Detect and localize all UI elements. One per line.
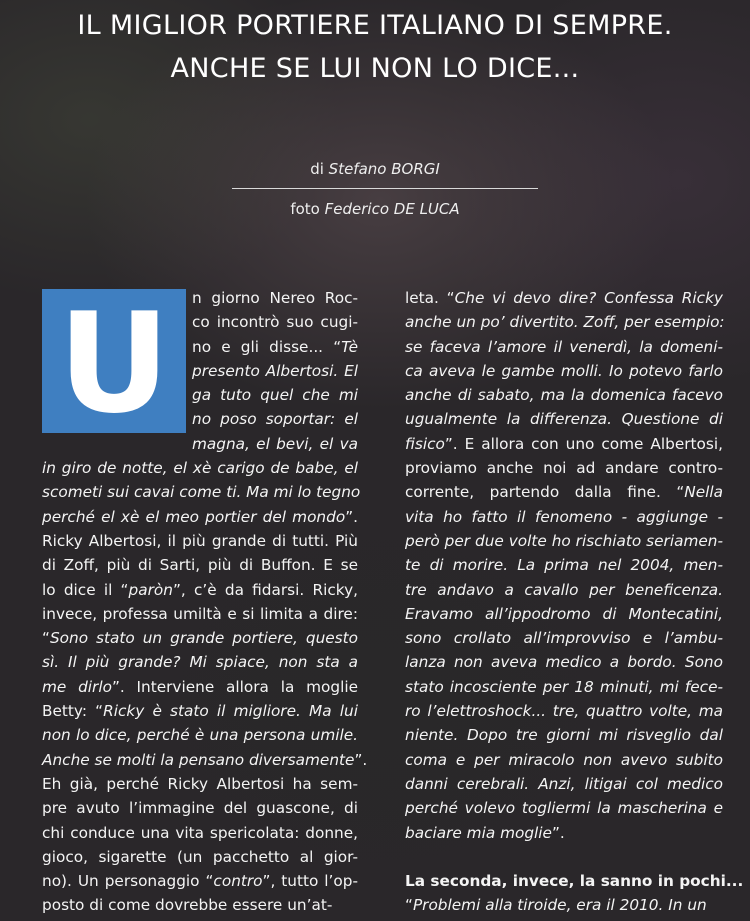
text-segment: “: [405, 896, 413, 915]
text-segment: ”. E allora con uno come Albertosi,: [444, 434, 723, 453]
text-segment: ca aveva le gambe molli. Io potevo farlo: [405, 361, 723, 380]
article-line: [405, 432, 723, 456]
text-segment: di Zoff, più di Sarti, più di Buffon. E se: [42, 556, 358, 575]
text-segment: anche un po’ divertito. Zoff, per esempio:: [405, 313, 725, 332]
article-line: [42, 796, 358, 820]
text-segment: proviamo anche noi ad andare contro-: [405, 459, 723, 478]
text-segment: no e gli disse... “: [192, 337, 342, 356]
text-segment: no). Un personaggio “: [42, 872, 214, 891]
article-line: [405, 650, 723, 674]
author-byline: [0, 160, 750, 178]
text-segment: gioco, sigarette (un pacchetto al gior-: [42, 847, 358, 866]
article-line: [42, 650, 358, 674]
text-segment: ”, c’è da fidarsi. Ricky,: [172, 580, 358, 599]
text-segment: lanza non aveva medico a bordo. Sono: [405, 653, 723, 672]
article-line: [42, 480, 361, 504]
article-line: [42, 310, 358, 334]
article-line: [405, 893, 723, 917]
article-line: [42, 723, 358, 747]
text-segment: niente. Dopo tre giorni mi risveglio dal: [405, 726, 723, 745]
article-line: [405, 310, 723, 334]
article-line: [42, 772, 358, 796]
article-line: [42, 869, 358, 893]
text-segment: chi conduce una vita spericolata: donne,: [42, 823, 358, 842]
article-line: [42, 675, 358, 699]
author-name: Stefano BORGI: [328, 160, 440, 178]
article-line: [42, 602, 358, 626]
text-segment: Eravamo all’ippodromo di Montecatini,: [405, 604, 723, 623]
text-segment: sono crollato all’improvviso e l’ambu-: [405, 629, 723, 648]
article-line: [42, 699, 358, 723]
text-segment: Ricky Albertosi, il più grande di tutti. Più: [42, 531, 358, 550]
drop-cap-letter: U: [57, 283, 171, 444]
text-segment: ga tuto quel che mi: [192, 386, 358, 405]
text-segment: ”. Interviene allora la moglie: [111, 677, 358, 696]
text-segment: paròn: [128, 580, 173, 599]
text-segment: se faceva l’amore il venerdì, la domeni-: [405, 337, 723, 356]
article-column-left: [42, 283, 368, 918]
text-segment: me dirlo: [42, 677, 112, 696]
text-segment: magna, el bevi, el va: [192, 434, 358, 453]
article-line: [405, 578, 723, 602]
article-line: [405, 626, 723, 650]
text-segment: Anche se molti la pensano diversamente: [42, 750, 355, 769]
article-line: [405, 869, 744, 893]
text-segment: Che vi devo dire? Confessa Ricky: [454, 289, 723, 307]
byline-divider: [232, 188, 538, 189]
article-line: [405, 359, 723, 383]
text-segment: pre avuto l’immagine del guascone, di: [42, 799, 358, 818]
text-segment: Ricky è stato il migliore. Ma lui: [103, 702, 358, 721]
text-segment: stato incosciente per 18 minuti, mi fece-: [405, 677, 723, 696]
article-line: [42, 626, 358, 650]
photographer-name: Federico DE LUCA: [324, 200, 460, 218]
text-segment: baciare mia moglie: [405, 823, 552, 842]
text-segment: fisico: [405, 434, 445, 453]
text-segment: perché volevo togliermi la mascherina e: [405, 799, 723, 818]
text-segment: sì. Il più grande? Mi spiace, non sta a: [42, 653, 358, 672]
photo-credit-prefix: foto: [290, 200, 325, 218]
text-segment: ugualmente la differenza. Questione di: [405, 410, 723, 429]
text-segment: corrente, partendo dalla fine. “: [405, 483, 685, 502]
headline-line-2: ANCHE SE LUI NON LO DICE...: [170, 53, 580, 84]
text-segment: vita ho fatto il fenomeno - aggiunge -: [405, 507, 723, 526]
article-line: [405, 675, 723, 699]
article-line: [42, 578, 358, 602]
article-line: [405, 845, 723, 869]
text-segment: co incontrò suo cugi-: [192, 313, 358, 332]
article-line: [42, 359, 358, 383]
article-line: [405, 796, 723, 820]
article-line: [42, 529, 358, 553]
text-segment: La seconda, invece, la sanno in pochi...: [405, 872, 744, 891]
article-line: [42, 821, 358, 845]
text-segment: tre andavo a cavallo per beneficenza.: [405, 580, 723, 599]
article-line: [405, 699, 723, 723]
text-segment: ro l’elettroshock... tre, quattro volte, ma: [405, 702, 723, 721]
article-line: [42, 432, 358, 456]
text-segment: ”.: [354, 750, 368, 769]
text-segment: ”, tutto l’op-: [262, 872, 359, 891]
article-line: [42, 553, 358, 577]
article-line: [405, 529, 723, 553]
article-line: [42, 383, 358, 407]
text-segment: anche di sabato, ma la domenica facevo: [405, 386, 723, 405]
text-segment: Nella: [684, 483, 723, 502]
text-segment: te di morire. La prima nel 2004, men-: [405, 556, 723, 575]
article-line: [42, 893, 358, 917]
article-line: [405, 748, 723, 772]
article-line: [405, 335, 723, 359]
article-line: [405, 505, 723, 529]
article-line: [405, 821, 723, 845]
text-segment: posto di come dovrebbe essere un’at-: [42, 896, 333, 915]
article-line: [405, 723, 723, 747]
article-line: [405, 480, 723, 504]
text-segment: Betty: “: [42, 702, 104, 721]
text-segment: contro: [213, 872, 263, 891]
text-segment: leta. “: [405, 289, 455, 307]
text-segment: non lo dice, perché è una persona umile.: [42, 726, 358, 745]
article-line: [405, 383, 723, 407]
text-segment: ”.: [551, 823, 565, 842]
article-line: [405, 407, 723, 431]
byline-prefix: di: [310, 160, 329, 178]
article-line: [42, 748, 368, 772]
text-segment: perché el xè el meo portier del mondo: [42, 507, 346, 526]
article-line: [42, 335, 358, 359]
text-segment: coma e per miracolo non avevo subito: [405, 750, 723, 769]
text-segment: scometi sui cavai come ti. Ma mi lo tegno: [42, 483, 361, 502]
text-segment: Eh già, perché Ricky Albertosi ha sem-: [42, 774, 358, 793]
article-line: [42, 407, 358, 431]
text-segment: danni cerebrali. Anzi, litigai col medico: [405, 774, 723, 793]
text-segment: lo dice il “: [42, 580, 129, 599]
article-column-right: [405, 286, 744, 918]
article-line: [42, 505, 358, 529]
text-segment: “: [42, 629, 50, 648]
text-segment: Sono stato un grande portiere, questo: [49, 629, 358, 648]
article-line: [42, 286, 358, 310]
article-line: [405, 553, 723, 577]
text-segment: Tè: [341, 337, 358, 356]
article-line: [405, 772, 723, 796]
text-segment: no poso soportar: el: [192, 410, 358, 429]
text-segment: però per due volte ho rischiato seriamen-: [405, 531, 723, 550]
article-line: [42, 845, 358, 869]
article-line: [405, 456, 723, 480]
article-line: [405, 602, 723, 626]
article-line: [42, 456, 358, 480]
text-segment: Problemi alla tiroide, era il 2010. In un: [412, 896, 707, 915]
text-segment: in giro de notte, el xè carigo de babe, el: [42, 459, 358, 478]
text-segment: ”.: [345, 507, 358, 526]
text-segment: invece, professa umiltà e si limita a dire:: [42, 604, 358, 623]
photo-credit: [0, 200, 750, 218]
text-segment: presento Albertosi. El: [192, 361, 358, 380]
text-segment: n giorno Nereo Roc-: [192, 289, 358, 307]
headline-line-1: IL MIGLIOR PORTIERE ITALIANO DI SEMPRE.: [77, 10, 673, 41]
article-line: [405, 286, 723, 310]
